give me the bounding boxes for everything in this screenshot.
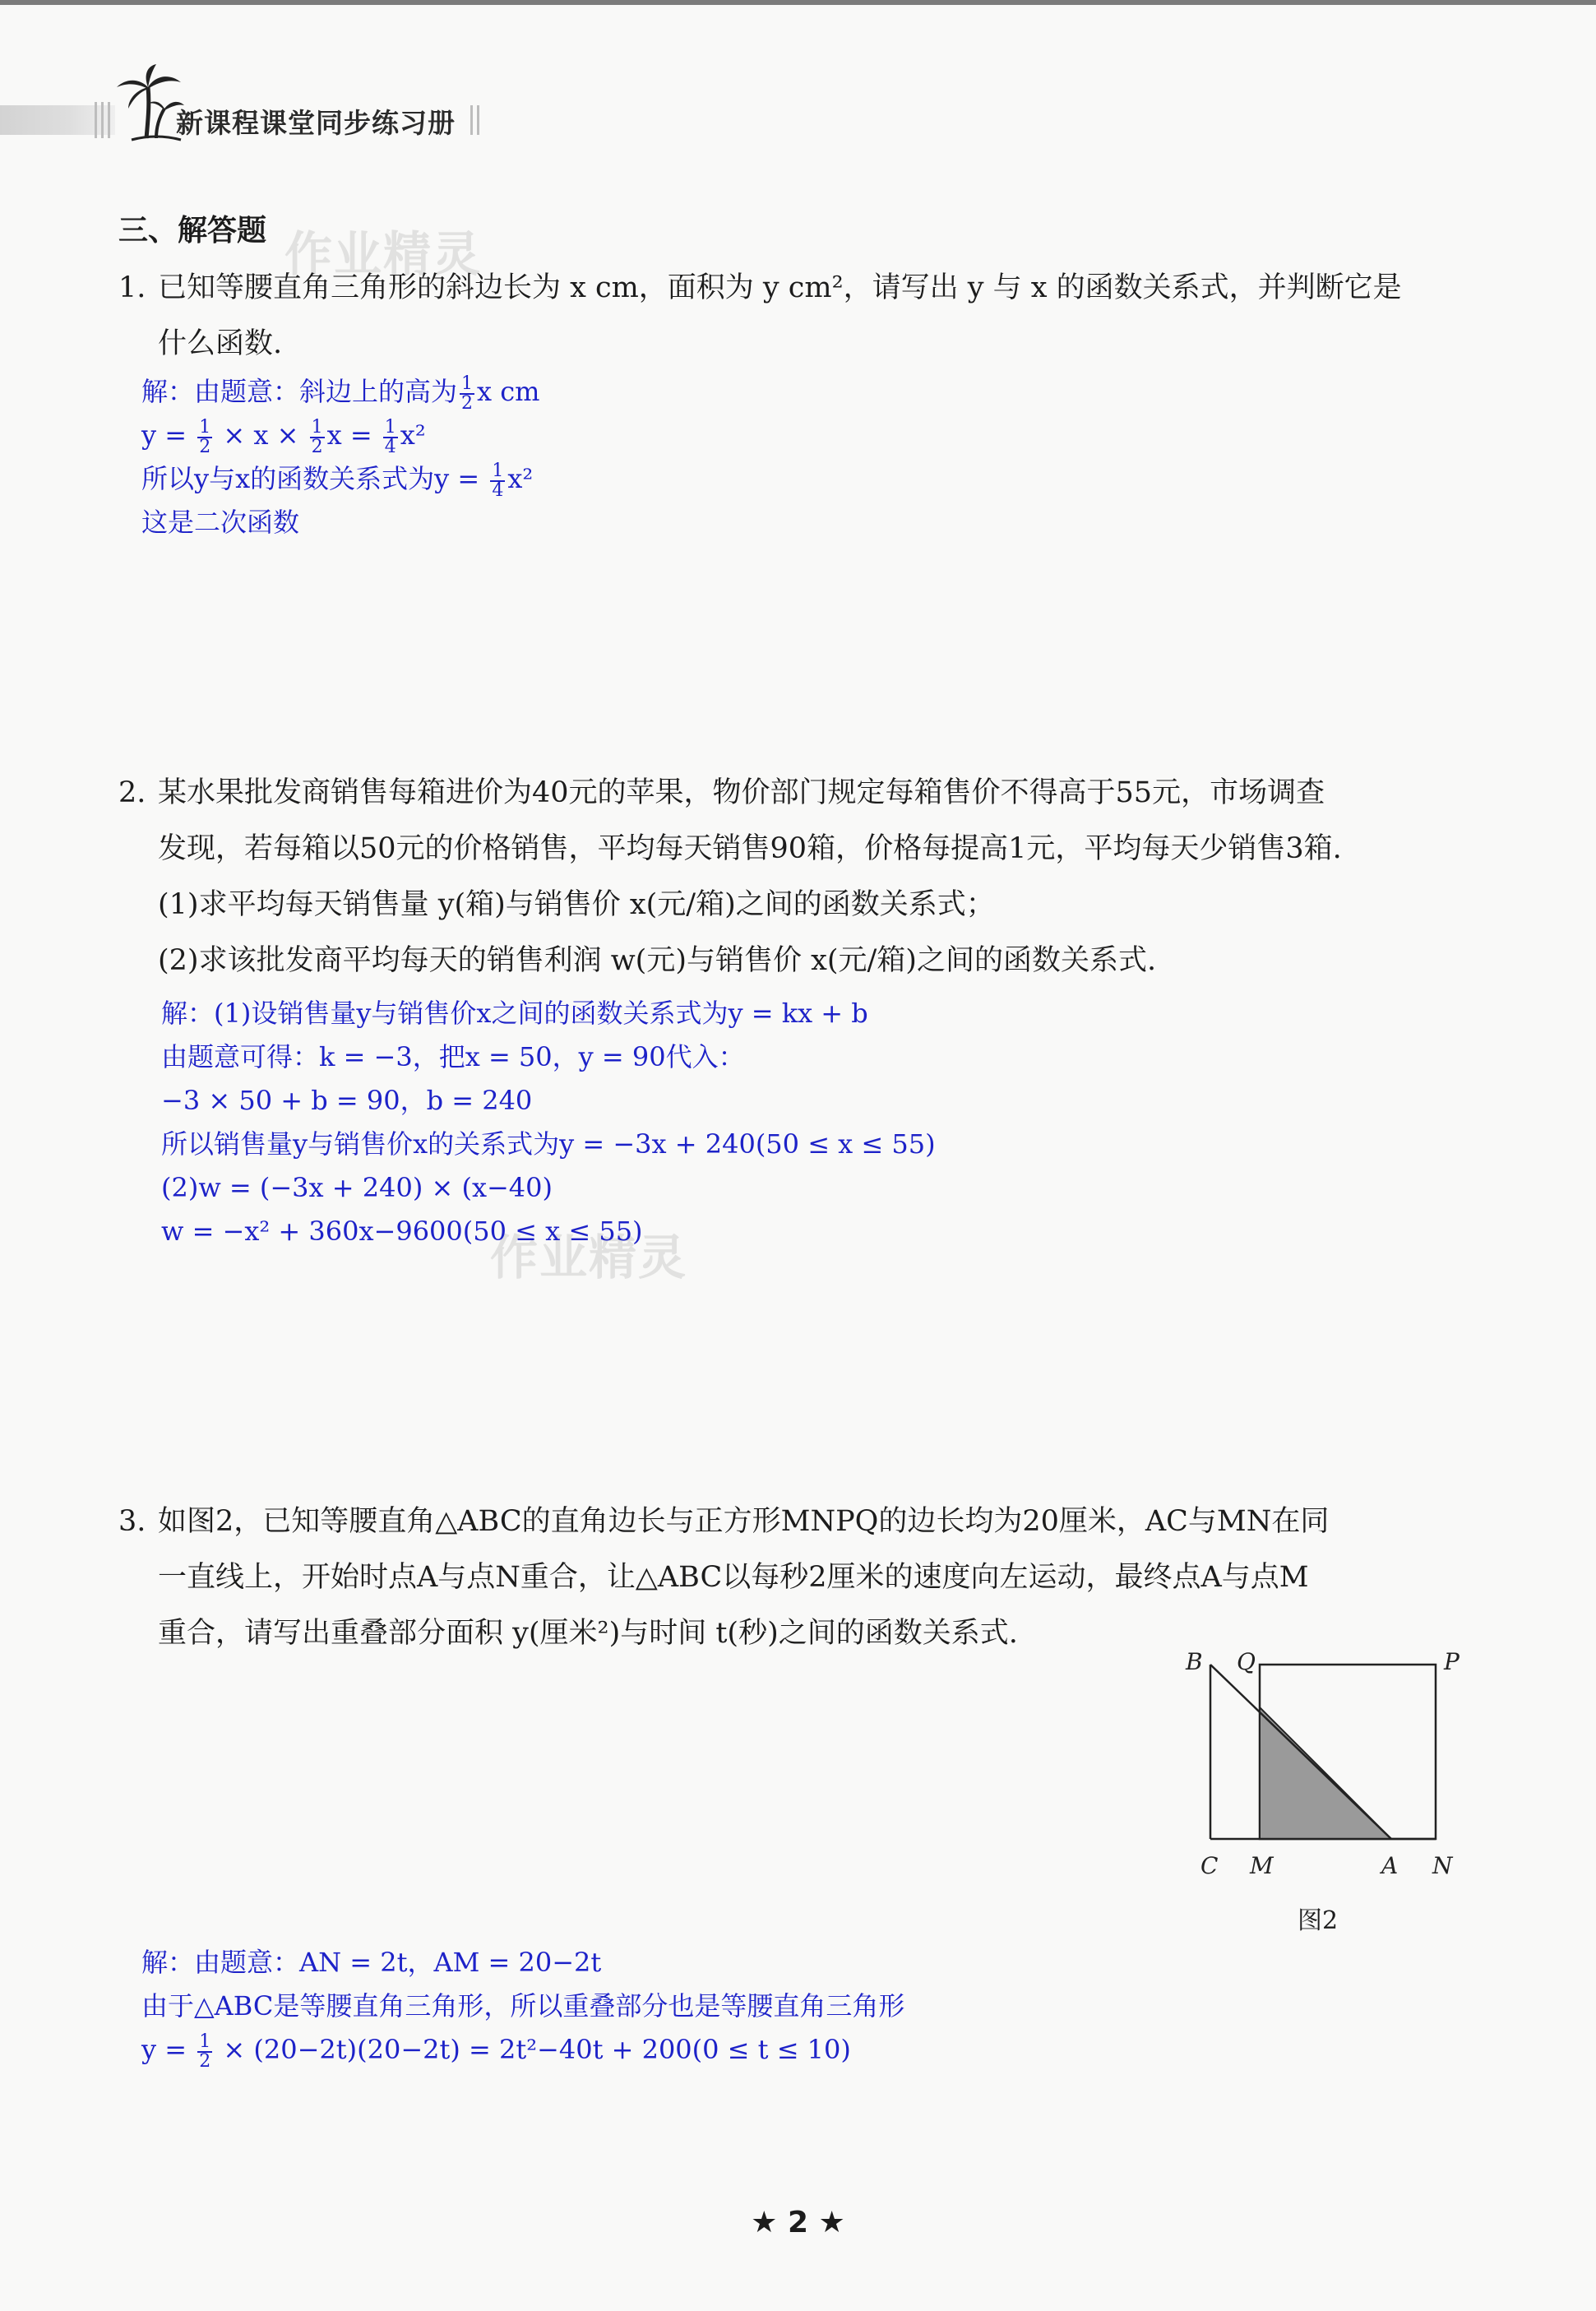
label-p: P — [1444, 1648, 1460, 1675]
answer-2 — [161, 992, 936, 1253]
answer-line: 这是二次函数 — [141, 507, 300, 538]
figure-caption: 图2 — [1298, 1906, 1339, 1935]
watermark: 作业精灵 — [285, 226, 483, 282]
fraction: $\frac{1}{4}$ — [492, 460, 504, 501]
fraction: $\frac{1}{2}$ — [199, 2031, 211, 2072]
label-b: B — [1186, 1648, 1203, 1675]
question-2 — [118, 765, 1342, 989]
sub-question: (2)求该批发商平均每天的销售利润 w(元)与销售价 x(元/箱)之间的函数关系式. — [158, 944, 1157, 977]
fraction: $\frac{1}{2}$ — [199, 416, 211, 457]
sub-question: (1)求平均每天销售量 y(箱)与销售价 x(元/箱)之间的函数关系式； — [158, 888, 995, 921]
question-3 — [118, 1494, 1329, 1661]
label-c: C — [1200, 1852, 1219, 1879]
question-text: 已知等腰直角三角形的斜边长为 x cm，面积为 y cm²，请写出 y 与 x 的函数关系式，并判断它是 — [158, 271, 1402, 304]
answer-line: 解：由题意：AN = 2t，AM = 20−2t — [141, 1947, 602, 1978]
label-m: M — [1250, 1852, 1274, 1879]
label-a: A — [1381, 1852, 1399, 1879]
book-header — [0, 90, 526, 148]
answer-line: 所以销售量y与销售价x的关系式为y = −3x + 240(50 ≤ x ≤ 55) — [161, 1128, 936, 1160]
question-text: 发现，若每箱以50元的价格销售，平均每天销售90箱，价格每提高1元，平均每天少销售3箱. — [158, 832, 1342, 865]
answer-line: 所以y与x的函数关系式为y = $\frac{1}{4}$ x² — [141, 460, 534, 501]
answer-line: y = $\frac{1}{2}$ × x × $\frac{1}{2}$ x = $\frac{1}{4}$ x² — [141, 416, 426, 457]
fraction: $\frac{1}{4}$ — [384, 416, 396, 457]
section-title: 三、解答题 — [118, 214, 267, 248]
fraction: $\frac{1}{2}$ — [311, 416, 323, 457]
answer-line: 由于△ABC是等腰直角三角形，所以重叠部分也是等腰直角三角形 — [141, 1990, 905, 2022]
question-text: 重合，请写出重叠部分面积 y(厘米²)与时间 t(秒)之间的函数关系式. — [158, 1617, 1018, 1650]
question-text: 如图2，已知等腰直角△ABC的直角边长与正方形MNPQ的边长均为20厘米，AC与MN在同 — [158, 1505, 1330, 1538]
answer-line: y = $\frac{1}{2}$ × (20−2t)(20−2t) = 2t²−40t + 200(0 ≤ t ≤ 10) — [141, 2031, 851, 2072]
answer-line: 解：(1)设销售量y与销售价x之间的函数关系式为y = kx + b — [161, 998, 868, 1029]
answer-text: 解：由题意：斜边上的高为 — [141, 376, 458, 407]
question-number: 1. — [118, 271, 146, 304]
book-title: 新课程课堂同步练习册 — [176, 107, 456, 139]
answer-line — [141, 370, 540, 414]
answer-text: x cm — [477, 376, 540, 407]
header-end-bars — [470, 105, 482, 135]
question-text: 一直线上，开始时点A与点N重合，让△ABC以每秒2厘米的速度向左运动，最终点A与点M — [158, 1561, 1309, 1594]
question-1 — [118, 260, 1402, 372]
answer-line: −3 × 50 + b = 90，b = 240 — [161, 1085, 533, 1116]
answer-line: 由题意可得：k = −3，把x = 50，y = 90代入： — [161, 1041, 745, 1072]
page-top-edge — [0, 0, 1596, 5]
question-number: 3. — [118, 1505, 146, 1538]
fraction: $\frac{1}{2}$ — [461, 373, 474, 414]
question-number: 2. — [118, 776, 146, 809]
answer-line: (2)w = (−3x + 240) × (x−40) — [161, 1172, 553, 1203]
question-text: 某水果批发商销售每箱进价为40元的苹果，物价部门规定每箱售价不得高于55元，市场调查 — [158, 776, 1325, 809]
answer-3 — [141, 1941, 904, 2072]
label-q: Q — [1237, 1648, 1256, 1675]
label-n: N — [1432, 1852, 1453, 1879]
answer-line: w = −x² + 360x−9600(50 ≤ x ≤ 55) — [161, 1216, 643, 1247]
watermark: 作业精灵 — [490, 1230, 688, 1285]
page-number: ★ 2 ★ — [751, 2206, 845, 2239]
question-text: 什么函数. — [158, 327, 283, 360]
answer-1 — [141, 370, 540, 544]
